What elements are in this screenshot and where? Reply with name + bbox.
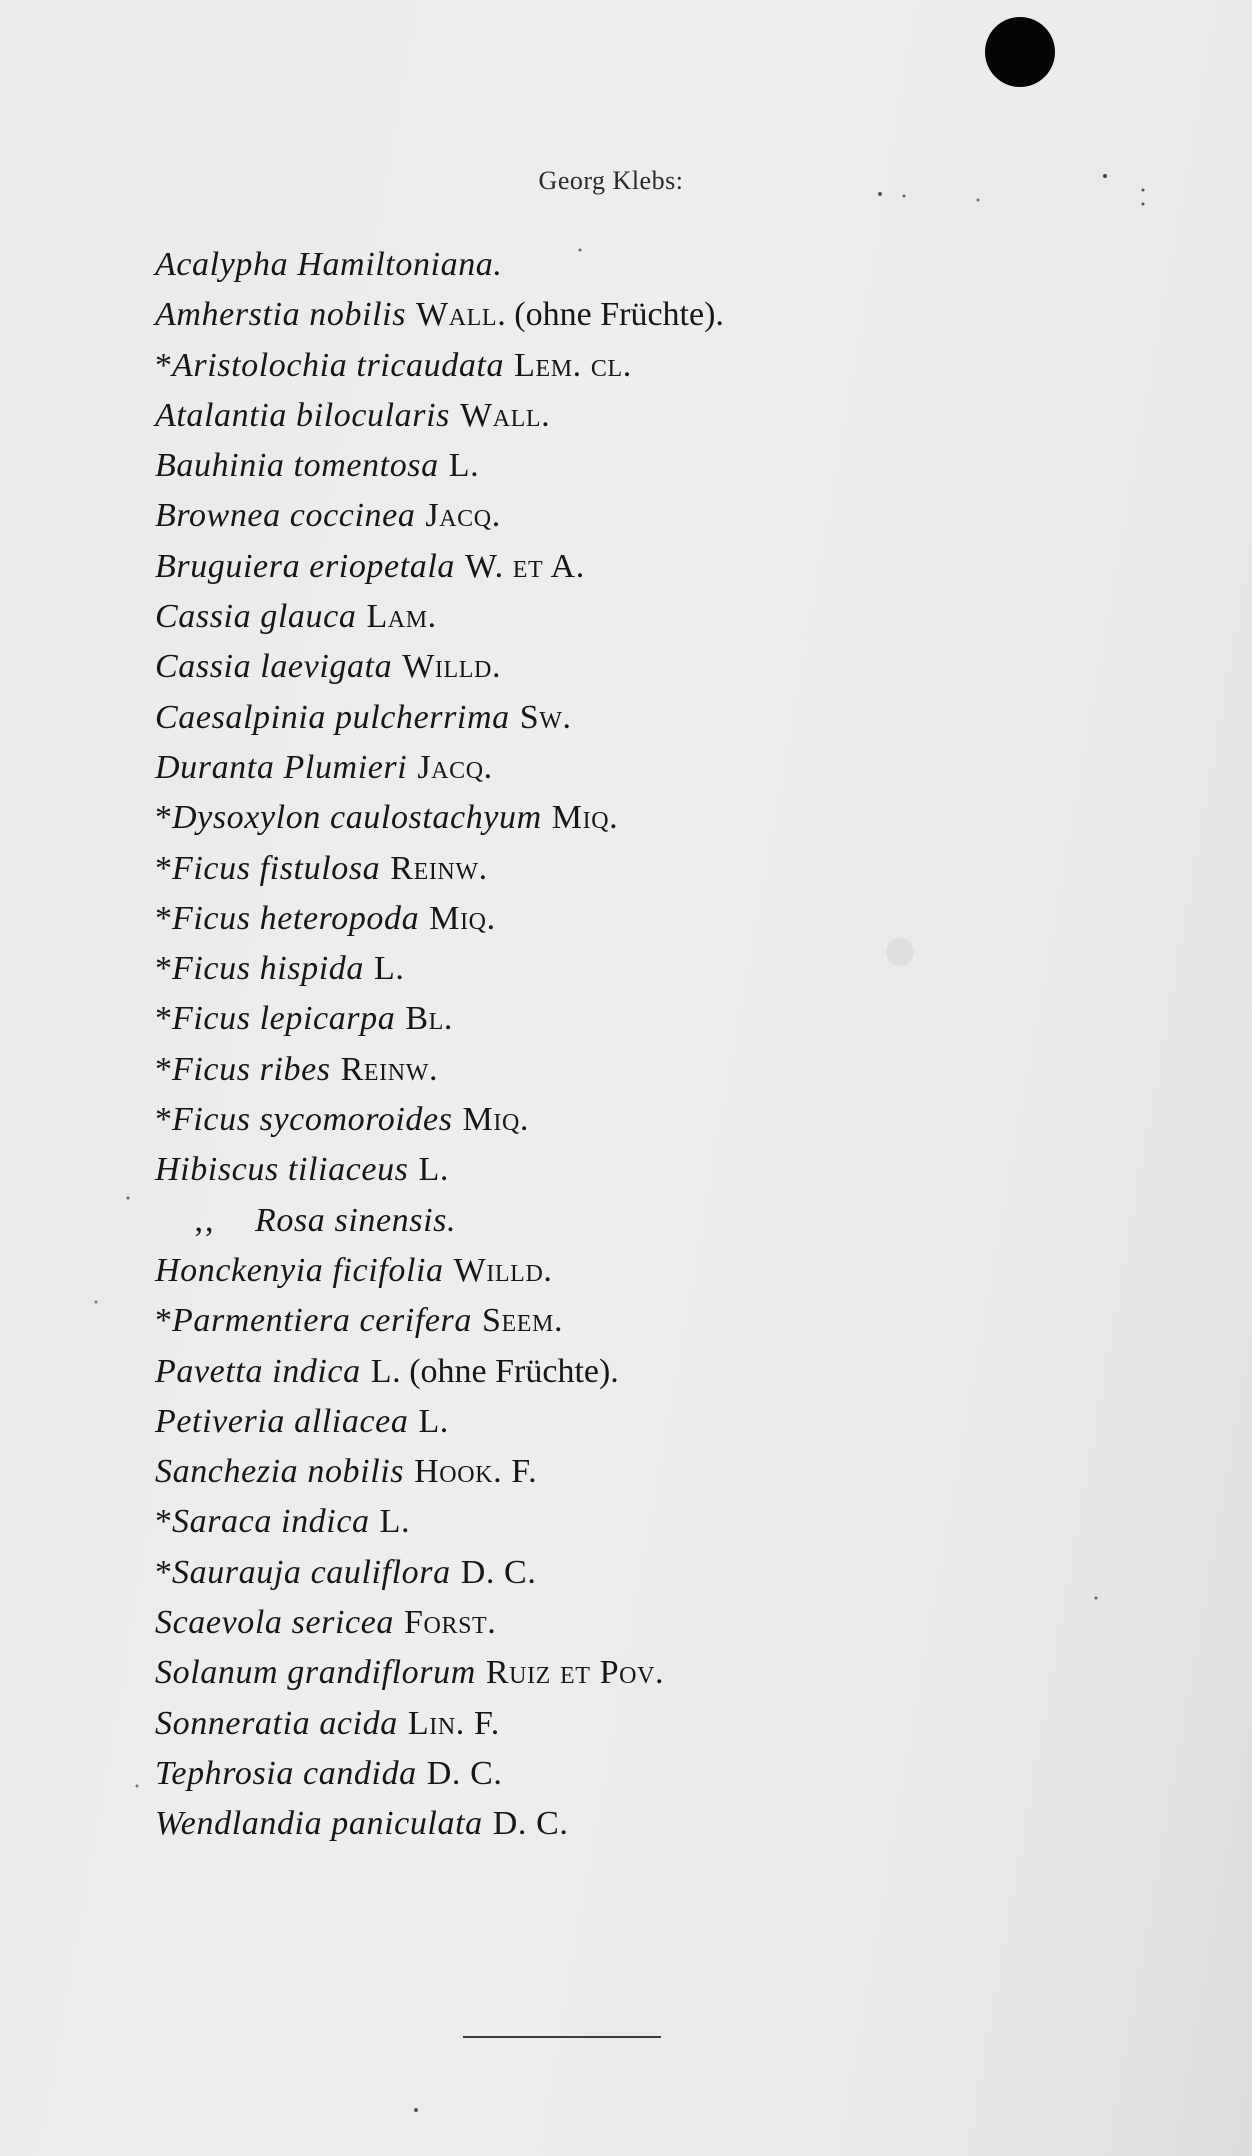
species-entry: [155, 1799, 724, 1849]
species-name: Sonneratia acida: [155, 1704, 398, 1742]
species-entry: [155, 793, 724, 843]
asterisk-marker: *: [155, 1101, 172, 1139]
species-entry: [155, 1246, 724, 1296]
running-head: [0, 166, 1252, 196]
species-name: Ficus sycomoroides: [172, 1101, 453, 1139]
species-entry: [155, 894, 724, 944]
species-entry: [155, 1699, 724, 1749]
species-name: Solanum grandiflorum: [155, 1654, 476, 1692]
species-entry: [155, 391, 724, 441]
species-entry: [155, 944, 724, 994]
species-entry: [155, 1347, 724, 1397]
asterisk-marker: *: [155, 1553, 172, 1591]
species-author: Sw.: [519, 698, 572, 736]
species-author: L.: [448, 447, 480, 485]
species-entry: [155, 1598, 724, 1648]
species-author: Miq.: [429, 899, 496, 937]
species-entry: [155, 642, 724, 692]
species-entry: [155, 1749, 724, 1799]
species-entry: [155, 290, 724, 340]
species-entry: [155, 1296, 724, 1346]
species-entry: [155, 240, 724, 290]
species-entry: [155, 1497, 724, 1547]
species-author: Wall.: [416, 296, 507, 334]
species-name: Ficus hispida: [172, 950, 364, 988]
species-name: Ficus lepicarpa: [172, 1000, 396, 1038]
asterisk-marker: *: [155, 849, 172, 887]
species-author: L.: [418, 1402, 449, 1440]
species-name: Parmentiera cerifera: [172, 1302, 472, 1340]
species-name: Pavetta indica: [155, 1352, 361, 1390]
species-author: D. C.: [460, 1553, 537, 1591]
species-name: Saraca indica: [172, 1503, 370, 1541]
species-entry: [155, 592, 724, 642]
species-name: Cassia glauca: [155, 598, 357, 636]
species-name: Rosa sinensis.: [255, 1201, 457, 1239]
species-entry: [155, 693, 724, 743]
species-author: Forst.: [404, 1604, 497, 1642]
species-author: Lem. cl.: [514, 346, 632, 384]
species-name: Amherstia nobilis: [155, 296, 407, 334]
species-author: L.: [418, 1151, 449, 1189]
species-list: [155, 240, 724, 1850]
species-name: Atalantia bilocularis: [155, 396, 450, 434]
species-entry: [155, 441, 724, 491]
species-author: Seem.: [482, 1302, 564, 1340]
species-name: Dysoxylon caulostachyum: [172, 799, 542, 837]
species-name: Caesalpinia pulcherrima: [155, 698, 510, 736]
species-name: Ficus ribes: [172, 1050, 331, 1088]
species-entry: [155, 1145, 724, 1195]
species-note: (ohne Früchte).: [409, 1352, 619, 1390]
species-entry: [155, 1397, 724, 1447]
species-author: Reinw.: [390, 849, 488, 887]
species-name: Ficus fistulosa: [172, 849, 381, 887]
asterisk-marker: *: [155, 899, 172, 937]
asterisk-marker: *: [155, 346, 172, 384]
species-name: Brownea coccinea: [155, 497, 416, 535]
asterisk-marker: *: [155, 950, 172, 988]
species-name: Bauhinia tomentosa: [155, 447, 439, 485]
species-name: Hibiscus tiliaceus: [155, 1151, 409, 1189]
species-entry: [155, 1045, 724, 1095]
punch-hole: [985, 17, 1055, 87]
species-author: Miq.: [462, 1101, 530, 1139]
asterisk-marker: *: [155, 799, 172, 837]
ditto-mark: ,,: [194, 1201, 216, 1239]
species-name: Duranta Plumieri: [155, 748, 408, 786]
species-entry: [155, 341, 724, 391]
species-name: Cassia laevigata: [155, 648, 393, 686]
asterisk-marker: *: [155, 1503, 172, 1541]
species-name: Wendlandia paniculata: [155, 1805, 483, 1843]
species-name: Honckenyia ficifolia: [155, 1251, 444, 1289]
species-name: Scaevola sericea: [155, 1604, 395, 1642]
species-note: (ohne Früchte).: [514, 296, 724, 334]
end-rule: [463, 2036, 661, 2038]
asterisk-marker: *: [155, 1050, 172, 1088]
species-name: Tephrosia candida: [155, 1754, 417, 1792]
species-author: Lin. F.: [407, 1704, 500, 1742]
species-entry: [155, 491, 724, 541]
species-author: D. C.: [492, 1805, 569, 1843]
species-author: Hook. F.: [414, 1453, 538, 1491]
species-author: D. C.: [426, 1754, 503, 1792]
species-name: Petiveria alliacea: [155, 1402, 409, 1440]
species-author: Lam.: [366, 598, 437, 636]
species-author: Jacq.: [417, 748, 493, 786]
species-name: Aristolochia tricaudata: [172, 346, 505, 384]
species-entry: [155, 1548, 724, 1598]
species-author: Reinw.: [340, 1050, 439, 1088]
asterisk-marker: *: [155, 1302, 172, 1340]
species-author: Willd.: [453, 1251, 553, 1289]
asterisk-marker: *: [155, 1000, 172, 1038]
running-head-text: Georg Klebs:: [538, 166, 684, 195]
species-entry: [155, 1447, 724, 1497]
species-author: Jacq.: [425, 497, 501, 535]
species-author: L.: [370, 1352, 402, 1390]
species-author: Ruiz et Pov.: [485, 1654, 665, 1692]
species-name: Ficus heteropoda: [172, 899, 420, 937]
species-author: Bl.: [405, 1000, 453, 1038]
species-author: Wall.: [460, 396, 551, 434]
species-entry: [155, 994, 724, 1044]
species-author: Willd.: [402, 648, 502, 686]
species-entry: [155, 1648, 724, 1698]
species-name: Saurauja cauliflora: [172, 1553, 451, 1591]
species-author: L.: [373, 950, 405, 988]
species-name: Bruguiera eriopetala: [155, 547, 456, 585]
species-author: L.: [379, 1503, 411, 1541]
species-entry: [155, 542, 724, 592]
species-entry: [155, 743, 724, 793]
species-entry: [155, 1095, 724, 1145]
species-name: Sanchezia nobilis: [155, 1453, 405, 1491]
species-author: W. et A.: [465, 547, 585, 585]
species-entry: [155, 844, 724, 894]
species-entry: [155, 1196, 724, 1246]
species-name: Acalypha Hamiltoniana.: [155, 246, 503, 283]
species-author: Miq.: [551, 799, 619, 837]
